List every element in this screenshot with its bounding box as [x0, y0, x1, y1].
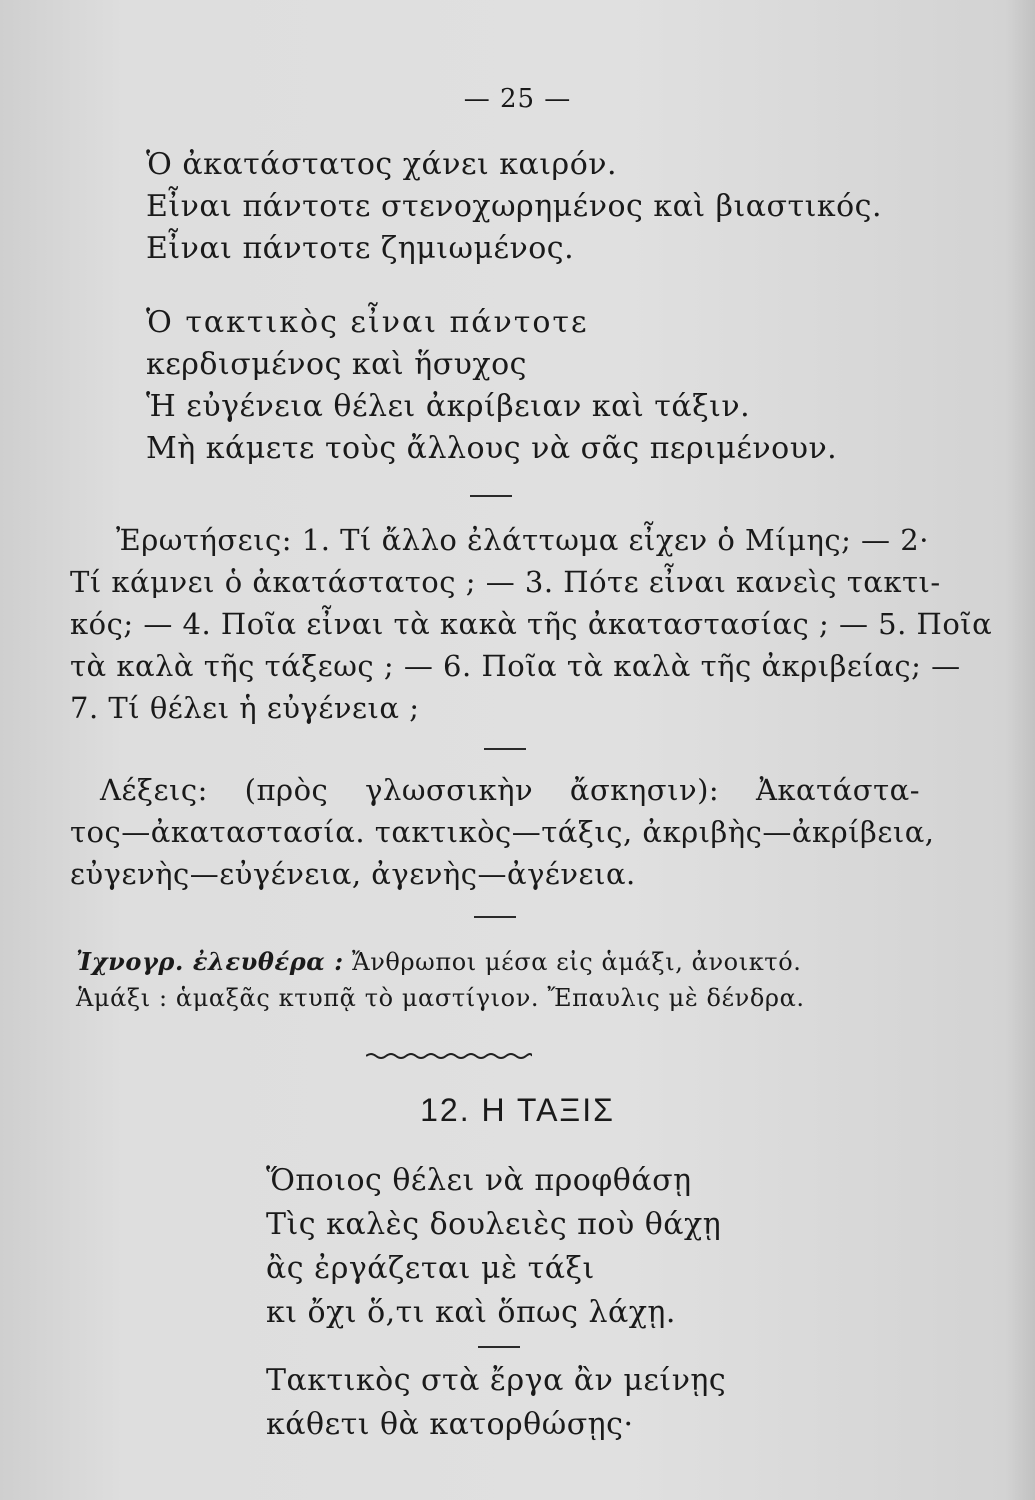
page-number: — 25 — [463, 84, 572, 114]
drawing-exercise-line: Ἁμάξι : ἁμαξᾶς κτυπᾷ τὸ μαστίγιον. Ἔπαυλις μὲ δένδρα. [76, 984, 805, 1012]
drawing-label: Ἰχνογρ. ἐλευθέρα : [76, 947, 344, 976]
section-divider [484, 748, 526, 750]
poem-line: Τὶς καλὲς δουλειὲς ποὺ θάχῃ [266, 1207, 722, 1242]
drawing-text: Ἄνθρωποι μέσα εἰς ἁμάξι, ἀνοικτό. [352, 948, 802, 976]
question-line: Ἐρωτήσεις: 1. Τί ἄλλο ἐλάττωμα εἶχεν ὁ Μίμης; — 2· [116, 523, 929, 557]
question-line: κός; — 4. Ποῖα εἶναι τὰ κακὰ τῆς ἀκαταστασίας ; — 5. Ποῖα [70, 607, 993, 641]
question-line: Τί κάμνει ὁ ἀκατάστατος ; — 3. Πότε εἶναι κανεὶς τακτι- [70, 565, 941, 599]
drawing-exercise-line [76, 947, 802, 976]
vocabulary-line: εὐγενὴς—εὐγένεια, ἀγενὴς—ἀγένεια. [70, 857, 636, 891]
text-line: Ὁ τακτικὸς εἶναι πάντοτε [146, 305, 589, 340]
question-line: τὰ καλὰ τῆς τάξεως ; — 6. Ποῖα τὰ καλὰ τῆς ἀκριβείας; — [70, 649, 961, 683]
section-divider [478, 1346, 520, 1348]
text-line: Ἡ εὐγένεια θέλει ἀκρίβειαν καὶ τάξιν. [146, 389, 751, 424]
section-divider [470, 495, 512, 497]
vocabulary-line: τος—ἀκαταστασία. τακτικὸς—τάξις, ἀκριβὴς—ἀκρίβεια, [70, 815, 935, 849]
text-line: Μὴ κάμετε τοὺς ἄλλους νὰ σᾶς περιμένουν. [146, 431, 838, 466]
section-divider [474, 916, 516, 918]
poem-line: κι ὄχι ὅ,τι καὶ ὅπως λάχῃ. [266, 1295, 676, 1330]
vocabulary-line: Λέξεις: (πρὸς γλωσσικὴν ἄσκησιν): Ἀκατάστα- [100, 773, 920, 807]
poem-line: Τακτικὸς στὰ ἔργα ἂν μείνῃς [266, 1363, 727, 1398]
poem-line: κάθετι θὰ κατορθώσῃς· [266, 1407, 634, 1442]
text-line: Εἶναι πάντοτε ζημιωμένος. [146, 231, 575, 266]
text-line: κερδισμένος καὶ ἥσυχος [146, 347, 527, 382]
poem-line: Ὅποιος θέλει νὰ προφθάσῃ [266, 1163, 692, 1198]
text-line: Ὁ ἀκατάστατος χάνει καιρόν. [146, 147, 618, 182]
chapter-title: 12. Η ΤΑΞΙΣ [420, 1092, 615, 1128]
decorative-wavy-rule [366, 1052, 532, 1060]
text-line: Εἶναι πάντοτε στενοχωρημένος καὶ βιαστικός. [146, 189, 883, 224]
question-line: 7. Τί θέλει ἡ εὐγένεια ; [70, 691, 420, 725]
poem-line: ἂς ἐργάζεται μὲ τάξι [266, 1251, 595, 1286]
page-edge-shadow [1005, 0, 1035, 1500]
